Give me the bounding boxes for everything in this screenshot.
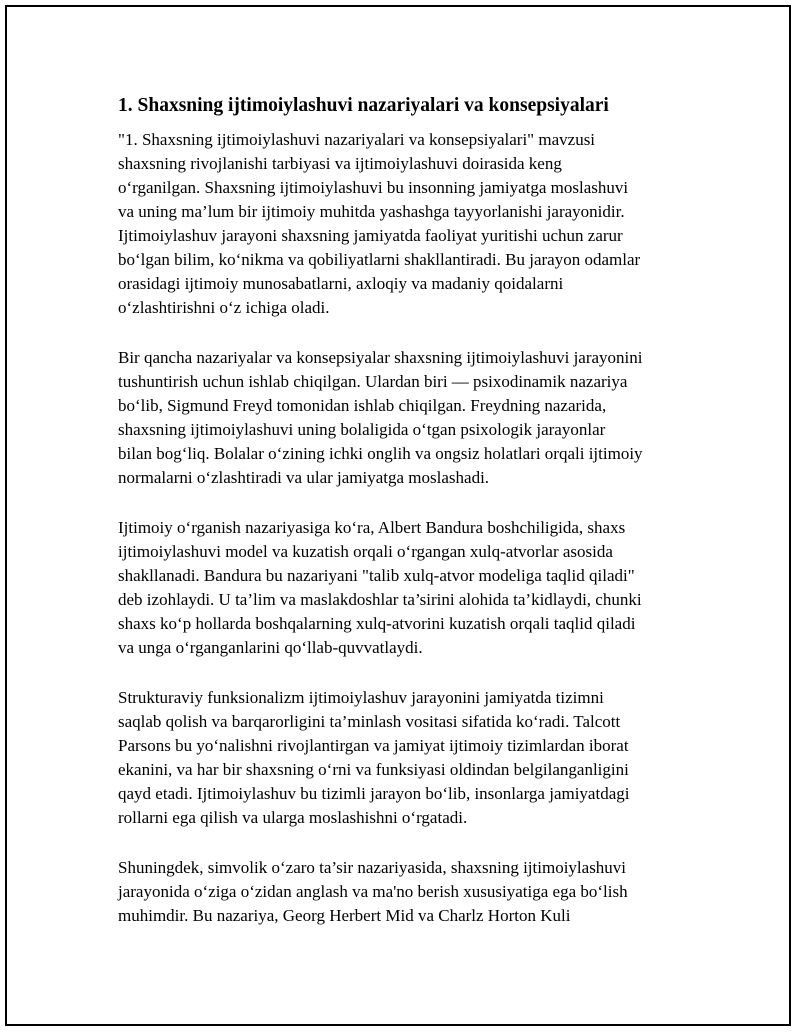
document-body <box>118 93 708 954</box>
paragraph-symbolic-interaction: Shuningdek, simvolik o‘zaro ta’sir nazariyasida, shaxsning ijtimoiylashuvi jarayonida o‘ziga o‘zidan anglash va ma'no berish xususiyatiga ega bo‘lish muhimdir. Bu nazariya, Georg Herbert Mid va Charlz Horton Kuli <box>118 858 628 925</box>
paragraph-introduction: "1. Shaxsning ijtimoiylashuvi nazariyalari va konsepsiyalari" mavzusi shaxsning rivojlanishi tarbiyasi va ijtimoiylashuvi doirasida keng o‘rganilgan. Shaxsning ijtimoiylashuvi bu insonning jamiyatga moslashuvi va uning ma’lum bir ijtimoiy muhitda yashashga tayyorlanishi jarayonidir. Ijtimoiylashuv jarayoni shaxsning jamiyatda faoliyat yuritishi uchun zarur bo‘lgan bilim, ko‘nikma va qobiliyatlarni shakllantiradi. Bu jarayon odamlar orasidagi ijtimoiy munosabatlarni, axloqiy va madaniy qoidalarni o‘zlashtirishni o‘z ichiga oladi. <box>118 130 641 317</box>
paragraph-psychodynamic-theory: Bir qancha nazariyalar va konsepsiyalar shaxsning ijtimoiylashuvi jarayonini tushuntirish uchun ishlab chiqilgan. Ulardan biri — psixodinamik nazariya bo‘lib, Sigmund Freyd tomonidan ishlab chiqilgan. Freydning nazarida, shaxsning ijtimoiylashuvi uning bolaligida o‘tgan psixologik jarayonlar bilan bog‘liq. Bolalar o‘zining ichki onglih va ongsiz holatlari orqali ijtimoiy normalarni o‘zlashtiradi va ular jamiyatga moslashadi. <box>118 348 643 487</box>
paragraph-structural-functionalism: Strukturaviy funksionalizm ijtimoiylashuv jarayonini jamiyatda tizimni saqlab qolish va barqarorligini ta’minlash vositasi sifatida ko‘radi. Talcott Parsons bu yo‘nalishni rivojlantirgan va jamiyat ijtimoiy tizimlardan iborat ekanini, va har bir shaxsning o‘rni va funksiyasi oldindan belgilanganligini qayd etadi. Ijtimoiylashuv bu tizimli jarayon bo‘lib, insonlarga jamiyatdagi rollarni ega qilish va ularga moslashishni o‘rgatadi. <box>118 688 630 827</box>
section-title: 1. Shaxsning ijtimoiylashuvi nazariyalari va konsepsiyalari <box>118 95 609 116</box>
paragraph-social-learning-theory: Ijtimoiy o‘rganish nazariyasiga ko‘ra, Albert Bandura boshchiligida, shaxs ijtimoiylashuvi model va kuzatish orqali o‘rgangan xulq-atvorlar asosida shakllanadi. Bandura bu nazariyani "talib xulq-atvor modeliga taqlid qiladi" deb izohlaydi. U ta’lim va maslakdoshlar ta’sirini alohida ta’kidlaydi, chunki shaxs ko‘p hollarda boshqalarning xulq-atvorini kuzatish orqali taqlid qiladi va unga o‘rganganlarini qo‘llab-quvvatlaydi. <box>118 518 642 657</box>
